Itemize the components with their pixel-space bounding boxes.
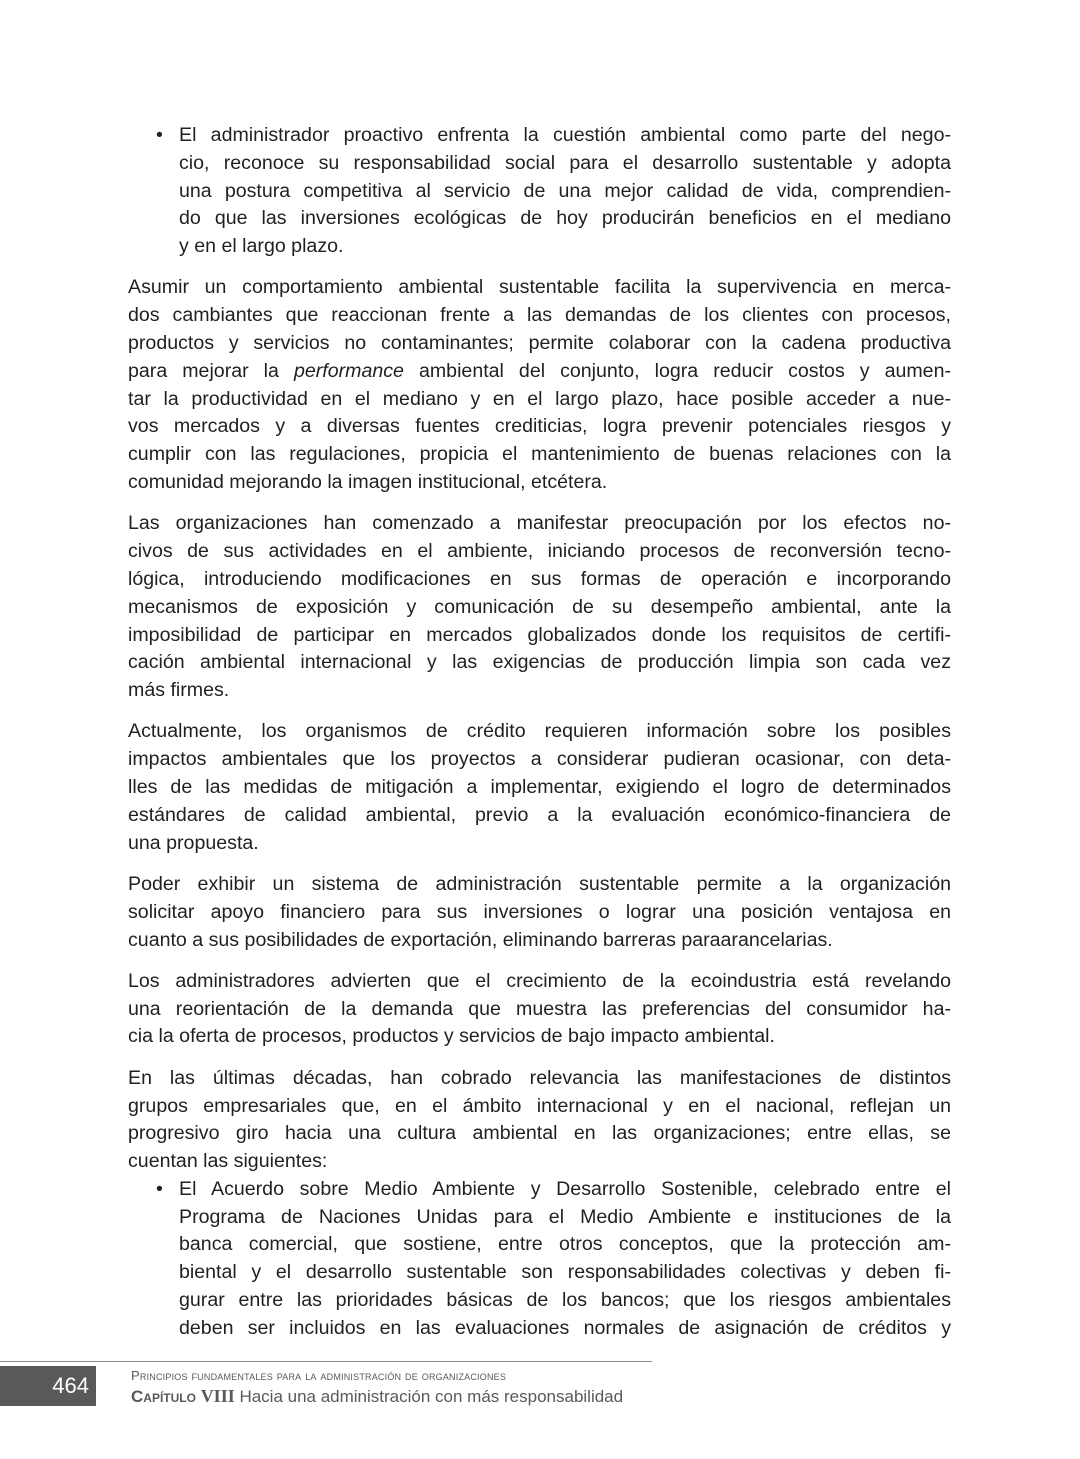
book-title: Principios fundamentales para la administración de organizaciones xyxy=(131,1368,507,1383)
text-line: Poder exhibir un sistema de administración sustentable permite a la organización xyxy=(128,872,951,895)
text-line: do que las inversiones ecológicas de hoy producirán beneficios en el mediano xyxy=(179,207,951,230)
text-line: productos y servicios no contaminantes; permite colaborar con la cadena productiva xyxy=(128,332,951,355)
text-line: cia la oferta de procesos, productos y servicios de bajo impacto ambiental. xyxy=(128,1025,775,1048)
text-line: una reorientación de la demanda que muestra las preferencias del consumidor ha- xyxy=(128,997,951,1020)
paragraph xyxy=(128,510,951,705)
page-body xyxy=(128,122,951,1356)
text-line: lles de las medidas de mitigación a implementar, exigiendo el logro de determinados xyxy=(128,776,951,799)
bullet-item xyxy=(128,122,951,261)
bullet-icon: • xyxy=(156,124,163,146)
text-line: Las organizaciones han comenzado a manifestar preocupación por los efectos no- xyxy=(128,512,951,535)
chapter-number: VIII xyxy=(200,1386,235,1406)
paragraph xyxy=(128,1065,951,1176)
text-line: cación ambiental internacional y las exigencias de producción limpia son cada vez xyxy=(128,651,951,674)
text-line: deben ser incluidos en las evaluaciones normales de asignación de créditos y xyxy=(179,1316,951,1339)
text-line: cuanto a sus posibilidades de exportación, eliminando barreras paraarancelarias. xyxy=(128,928,833,951)
text-line: Programa de Naciones Unidas para el Medio Ambiente e instituciones de la xyxy=(179,1205,951,1228)
running-footer xyxy=(131,1367,623,1408)
text-line: más firmes. xyxy=(128,679,230,702)
text-line: lógica, introduciendo modificaciones en sus formas de operación e incorporando xyxy=(128,567,951,590)
text-line: progresivo giro hacia una cultura ambiental en las organizaciones; entre ellas, se xyxy=(128,1122,951,1145)
text-line: vos mercados y a diversas fuentes crediticias, logra prevenir potenciales riesgos y xyxy=(128,415,951,438)
text-line: solicitar apoyo financiero para sus inversiones o lograr una posición ventajosa en xyxy=(128,900,951,923)
footer-divider xyxy=(0,1361,652,1362)
text-line: impactos ambientales que los proyectos a considerar pudieran ocasionar, con deta- xyxy=(128,748,951,771)
text-line: una propuesta. xyxy=(128,831,259,854)
text-line: para mejorar la performance ambiental del conjunto, logra reducir costos y aumen- xyxy=(128,359,952,382)
text-line: Asumir un comportamiento ambiental sustentable facilita la supervivencia en merca- xyxy=(128,276,951,299)
page-number: 464 xyxy=(0,1366,96,1406)
paragraph xyxy=(128,968,951,1051)
text-line: banca comercial, que sostiene, entre otros conceptos, que la protección am- xyxy=(179,1233,951,1256)
text-line: Los administradores advierten que el crecimiento de la ecoindustria está revelando xyxy=(128,969,951,992)
chapter-line xyxy=(131,1385,623,1408)
text-line: y en el largo plazo. xyxy=(179,235,344,258)
text-line: gurar entre las prioridades básicas de los bancos; que los riesgos ambientales xyxy=(179,1289,951,1312)
text-line: biental y el desarrollo sustentable son responsabilidades colectivas y deben fi- xyxy=(179,1261,951,1284)
bullet-item xyxy=(128,1176,951,1343)
text-line: grupos empresariales que, en el ámbito internacional y en el nacional, reflejan un xyxy=(128,1094,951,1117)
text-line: estándares de calidad ambiental, previo a la evaluación económico-financiera de xyxy=(128,803,951,826)
text-line: una postura competitiva al servicio de una mejor calidad de vida, comprendien- xyxy=(179,179,951,202)
text-line: dos cambiantes que reaccionan frente a las demandas de los clientes con procesos, xyxy=(128,304,951,327)
bullet-icon: • xyxy=(156,1177,163,1200)
text-line: cio, reconoce su responsabilidad social para el desarrollo sustentable y adopta xyxy=(179,151,951,174)
paragraph xyxy=(128,274,951,496)
text-line: El administrador proactivo enfrenta la cuestión ambiental como parte del nego- xyxy=(179,124,951,146)
text-line: El Acuerdo sobre Medio Ambiente y Desarrollo Sostenible, celebrado entre el xyxy=(179,1177,951,1200)
text-line: Actualmente, los organismos de crédito requieren información sobre los posibles xyxy=(128,720,951,743)
text-line: civos de sus actividades en el ambiente, iniciando procesos de reconversión tecno- xyxy=(128,540,951,563)
text-line: mecanismos de exposición y comunicación de su desempeño ambiental, ante la xyxy=(128,595,951,618)
text-line: comunidad mejorando la imagen institucional, etcétera. xyxy=(128,471,608,494)
text-line: cuentan las siguientes: xyxy=(128,1150,328,1173)
text-line: cumplir con las regulaciones, propicia el mantenimiento de buenas relaciones con la xyxy=(128,443,951,466)
chapter-label: Capítulo xyxy=(131,1387,196,1406)
text-line: imposibilidad de participar en mercados globalizados donde los requisitos de certifi- xyxy=(128,623,951,646)
text-line: En las últimas décadas, han cobrado relevancia las manifestaciones de distintos xyxy=(128,1066,951,1089)
text-line: tar la productividad en el mediano y en el largo plazo, hace posible acceder a nue- xyxy=(128,387,951,410)
paragraph xyxy=(128,718,951,857)
paragraph xyxy=(128,871,951,954)
chapter-title: Hacia una administración con más responsabilidad xyxy=(239,1387,624,1406)
